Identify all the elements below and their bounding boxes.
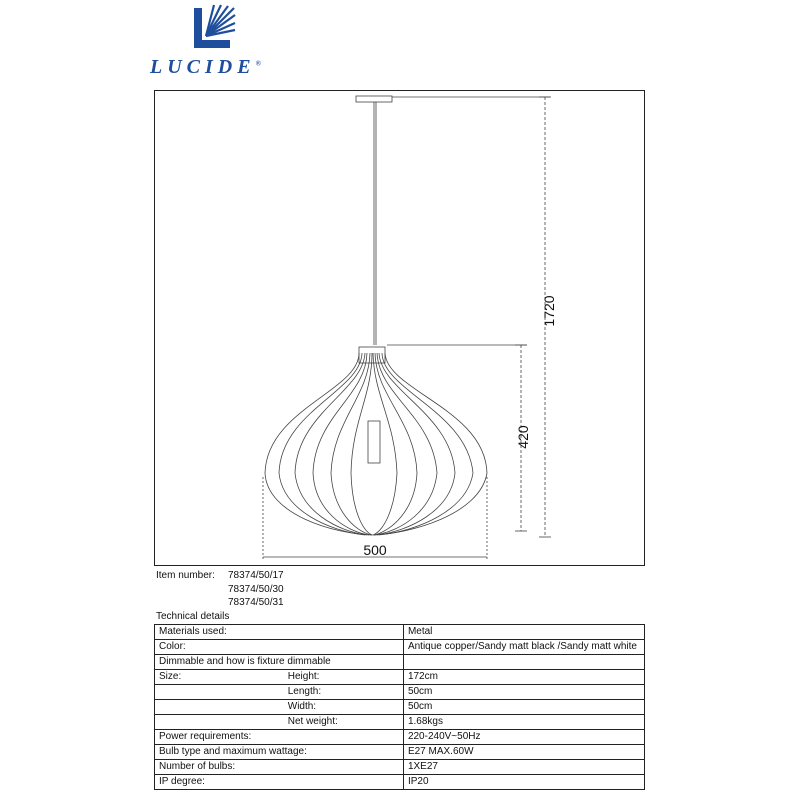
spec-label: [155, 685, 278, 700]
brand-wordmark: [150, 56, 270, 79]
spec-row: [155, 760, 645, 775]
spec-row: [155, 700, 645, 715]
spec-label: Bulb type and maximum wattage:: [155, 745, 404, 760]
spec-value: 220-240V~50Hz: [403, 730, 644, 745]
spec-label: [155, 700, 278, 715]
lucide-logo: [150, 4, 270, 84]
spec-sublabel: [278, 760, 404, 775]
spec-value: 1XE27: [403, 760, 644, 775]
lucide-logo-mark-icon: [188, 4, 236, 52]
brand-name: LUCIDE: [150, 56, 256, 78]
spec-value: IP20: [403, 775, 644, 790]
spec-label: Dimmable and how is fixture dimmable: [155, 655, 404, 670]
spec-value: Antique copper/Sandy matt black /Sandy matt white: [403, 640, 644, 655]
spec-row: [155, 685, 645, 700]
dimension-total-height: 1720: [541, 295, 557, 327]
spec-sublabel: [278, 775, 404, 790]
dimension-width: 500: [363, 542, 387, 558]
spec-row: [155, 715, 645, 730]
spec-label: Number of bulbs:: [155, 760, 278, 775]
spec-value: [403, 655, 644, 670]
spec-sublabel: Net weight:: [278, 715, 404, 730]
spec-label: IP degree:: [155, 775, 278, 790]
spec-label: Materials used:: [155, 625, 278, 640]
technical-details-title: Technical details: [156, 611, 230, 622]
spec-row: [155, 625, 645, 640]
technical-details-table: [154, 624, 645, 790]
spec-label: Size:: [155, 670, 278, 685]
ceiling-plate: [356, 96, 392, 102]
spec-row: [155, 640, 645, 655]
spec-row: [155, 775, 645, 790]
item-numbers: [156, 569, 284, 610]
pendant-lamp-drawing: [155, 91, 646, 567]
item-number-label: Item number:: [156, 570, 215, 581]
spec-label: Power requirements:: [155, 730, 278, 745]
dimension-shade-height: 420: [515, 425, 531, 449]
spec-value: 1.68kgs: [403, 715, 644, 730]
spec-sublabel: [278, 730, 404, 745]
spec-sublabel: [278, 625, 404, 640]
registered-mark: ®: [255, 59, 261, 68]
spec-sublabel: [278, 640, 404, 655]
technical-drawing: [154, 90, 645, 566]
spec-row: [155, 745, 645, 760]
spec-value: 172cm: [403, 670, 644, 685]
spec-value: 50cm: [403, 685, 644, 700]
spec-row: [155, 730, 645, 745]
spec-sublabel: Width:: [278, 700, 404, 715]
spec-value: 50cm: [403, 700, 644, 715]
spec-value: E27 MAX.60W: [403, 745, 644, 760]
item-number: 78374/50/17: [228, 570, 284, 581]
spec-label: Color:: [155, 640, 278, 655]
item-number: 78374/50/31: [228, 597, 284, 608]
spec-value: Metal: [403, 625, 644, 640]
spec-row: [155, 655, 645, 670]
spec-sublabel: Length:: [278, 685, 404, 700]
spec-label: [155, 715, 278, 730]
bulb-holder: [368, 421, 380, 463]
spec-row: [155, 670, 645, 685]
spec-sublabel: Height:: [278, 670, 404, 685]
item-number: 78374/50/30: [228, 583, 284, 595]
